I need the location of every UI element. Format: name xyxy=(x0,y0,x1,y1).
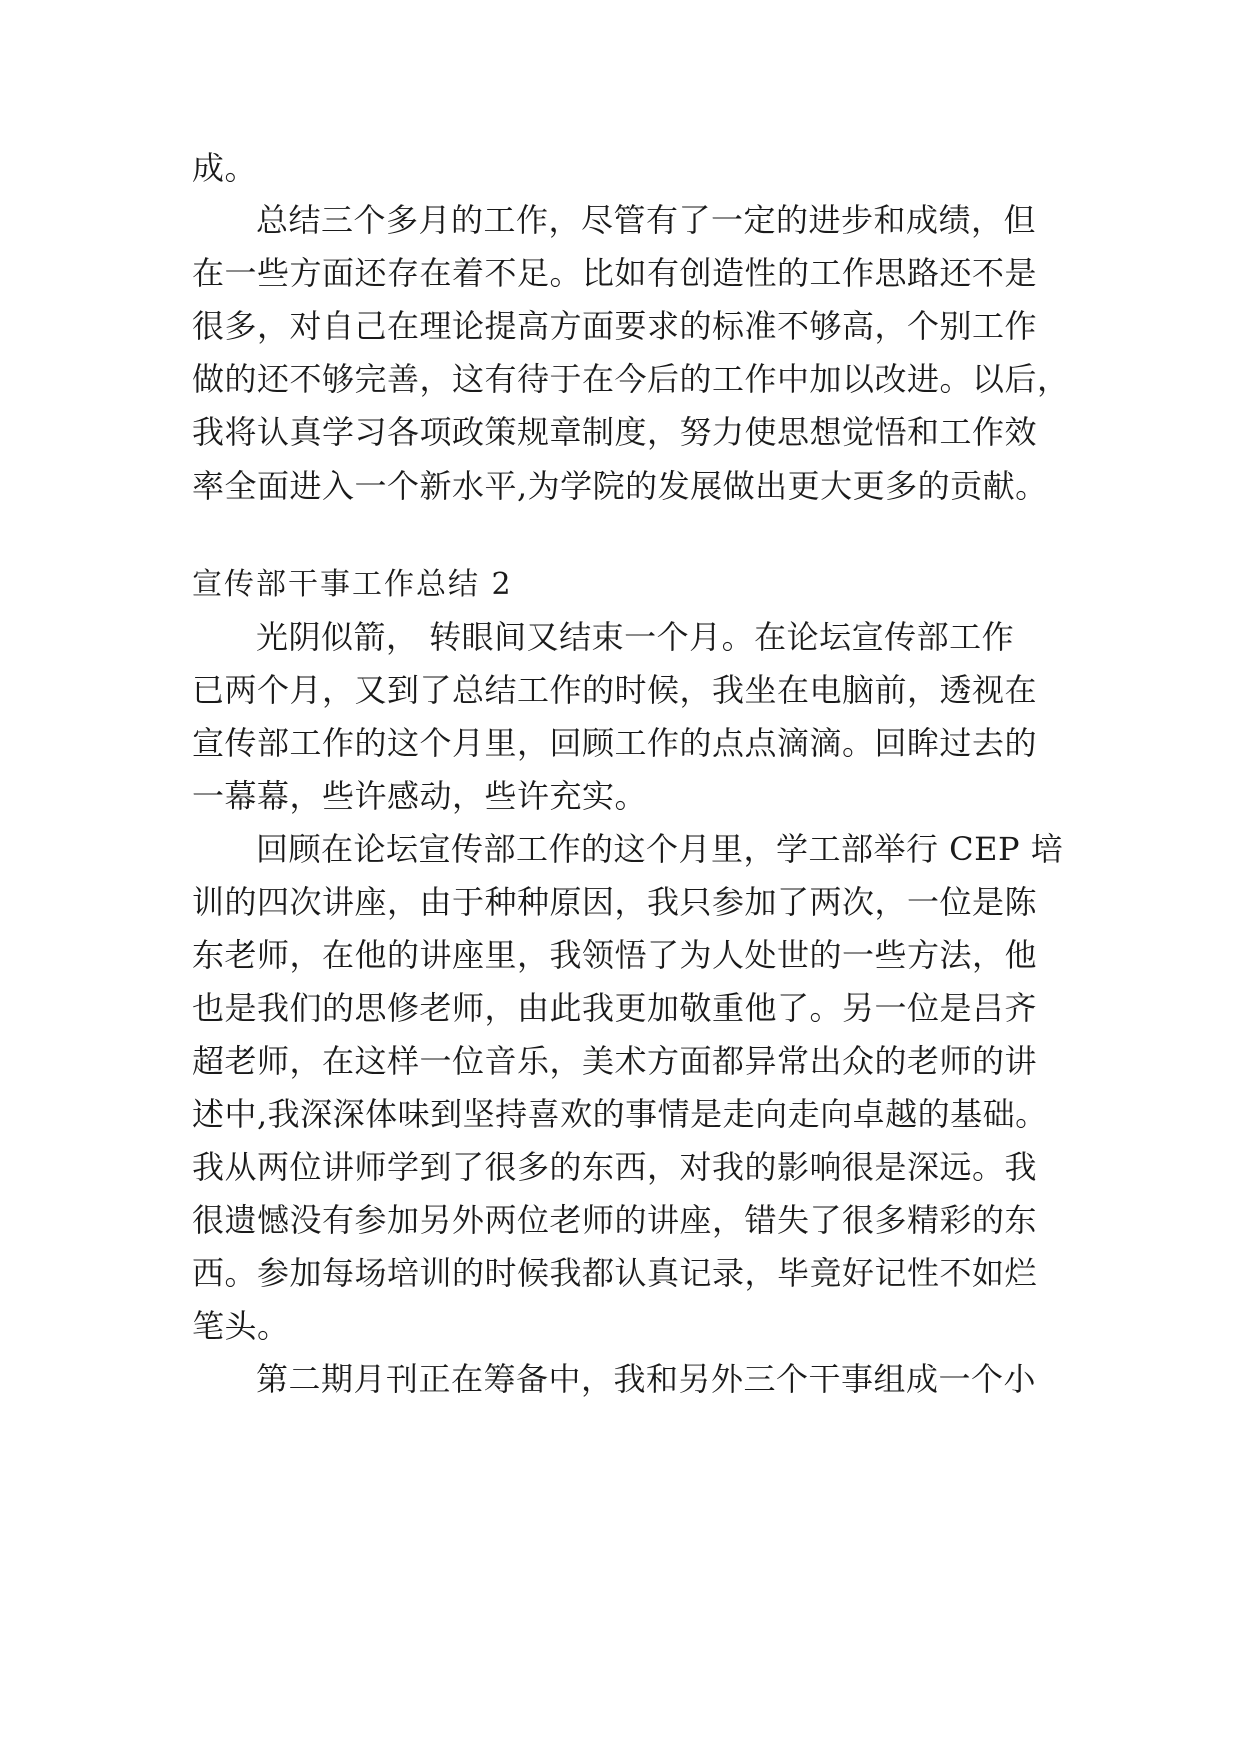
paragraph-line: 率全面进入一个新水平,为学院的发展做出更大更多的贡献。 xyxy=(192,467,1048,505)
paragraph-line: 述中,我深深体味到坚持喜欢的事情是走向走向卓越的基础。 xyxy=(192,1095,1048,1133)
paragraph-line: 超老师，在这样一位音乐，美术方面都异常出众的老师的讲 xyxy=(192,1042,1038,1080)
paragraph-line: 第二期月刊正在筹备中，我和另外三个干事组成一个小 xyxy=(256,1360,1037,1398)
paragraph-line: 光阴似箭， 转眼间又结束一个月。在论坛宣传部工作 xyxy=(256,618,1015,656)
paragraph-line: 总结三个多月的工作，尽管有了一定的进步和成绩，但 xyxy=(256,201,1037,239)
paragraph-line: 在一些方面还存在着不足。比如有创造性的工作思路还不是 xyxy=(192,254,1038,292)
paragraph-line: 回顾在论坛宣传部工作的这个月里，学工部举行 CEP 培 xyxy=(256,830,1064,868)
paragraph-line: 成。 xyxy=(192,149,258,187)
paragraph-line: 笔头。 xyxy=(192,1307,290,1345)
paragraph-line: 做的还不够完善，这有待于在今后的工作中加以改进。以后， xyxy=(192,360,1070,398)
paragraph-line: 训的四次讲座，由于种种原因，我只参加了两次，一位是陈 xyxy=(192,883,1038,921)
paragraph-line: 一幕幕，些许感动，些许充实。 xyxy=(192,777,648,815)
paragraph-line: 也是我们的思修老师，由此我更加敬重他了。另一位是吕齐 xyxy=(192,989,1038,1027)
paragraph-line: 我从两位讲师学到了很多的东西，对我的影响很是深远。我 xyxy=(192,1148,1038,1186)
section-heading: 宣传部干事工作总结 2 xyxy=(192,567,513,602)
paragraph-line: 西。参加每场培训的时候我都认真记录，毕竟好记性不如烂 xyxy=(192,1254,1038,1292)
paragraph-line: 很遗憾没有参加另外两位老师的讲座，错失了很多精彩的东 xyxy=(192,1201,1038,1239)
paragraph-line: 我将认真学习各项政策规章制度，努力使思想觉悟和工作效 xyxy=(192,413,1038,451)
paragraph-line: 很多，对自己在理论提高方面要求的标准不够高，个别工作 xyxy=(192,307,1038,345)
paragraph-line: 宣传部工作的这个月里，回顾工作的点点滴滴。回眸过去的 xyxy=(192,724,1038,762)
paragraph-line: 东老师，在他的讲座里，我领悟了为人处世的一些方法，他 xyxy=(192,936,1038,974)
paragraph-line: 已两个月，又到了总结工作的时候，我坐在电脑前，透视在 xyxy=(192,671,1038,709)
